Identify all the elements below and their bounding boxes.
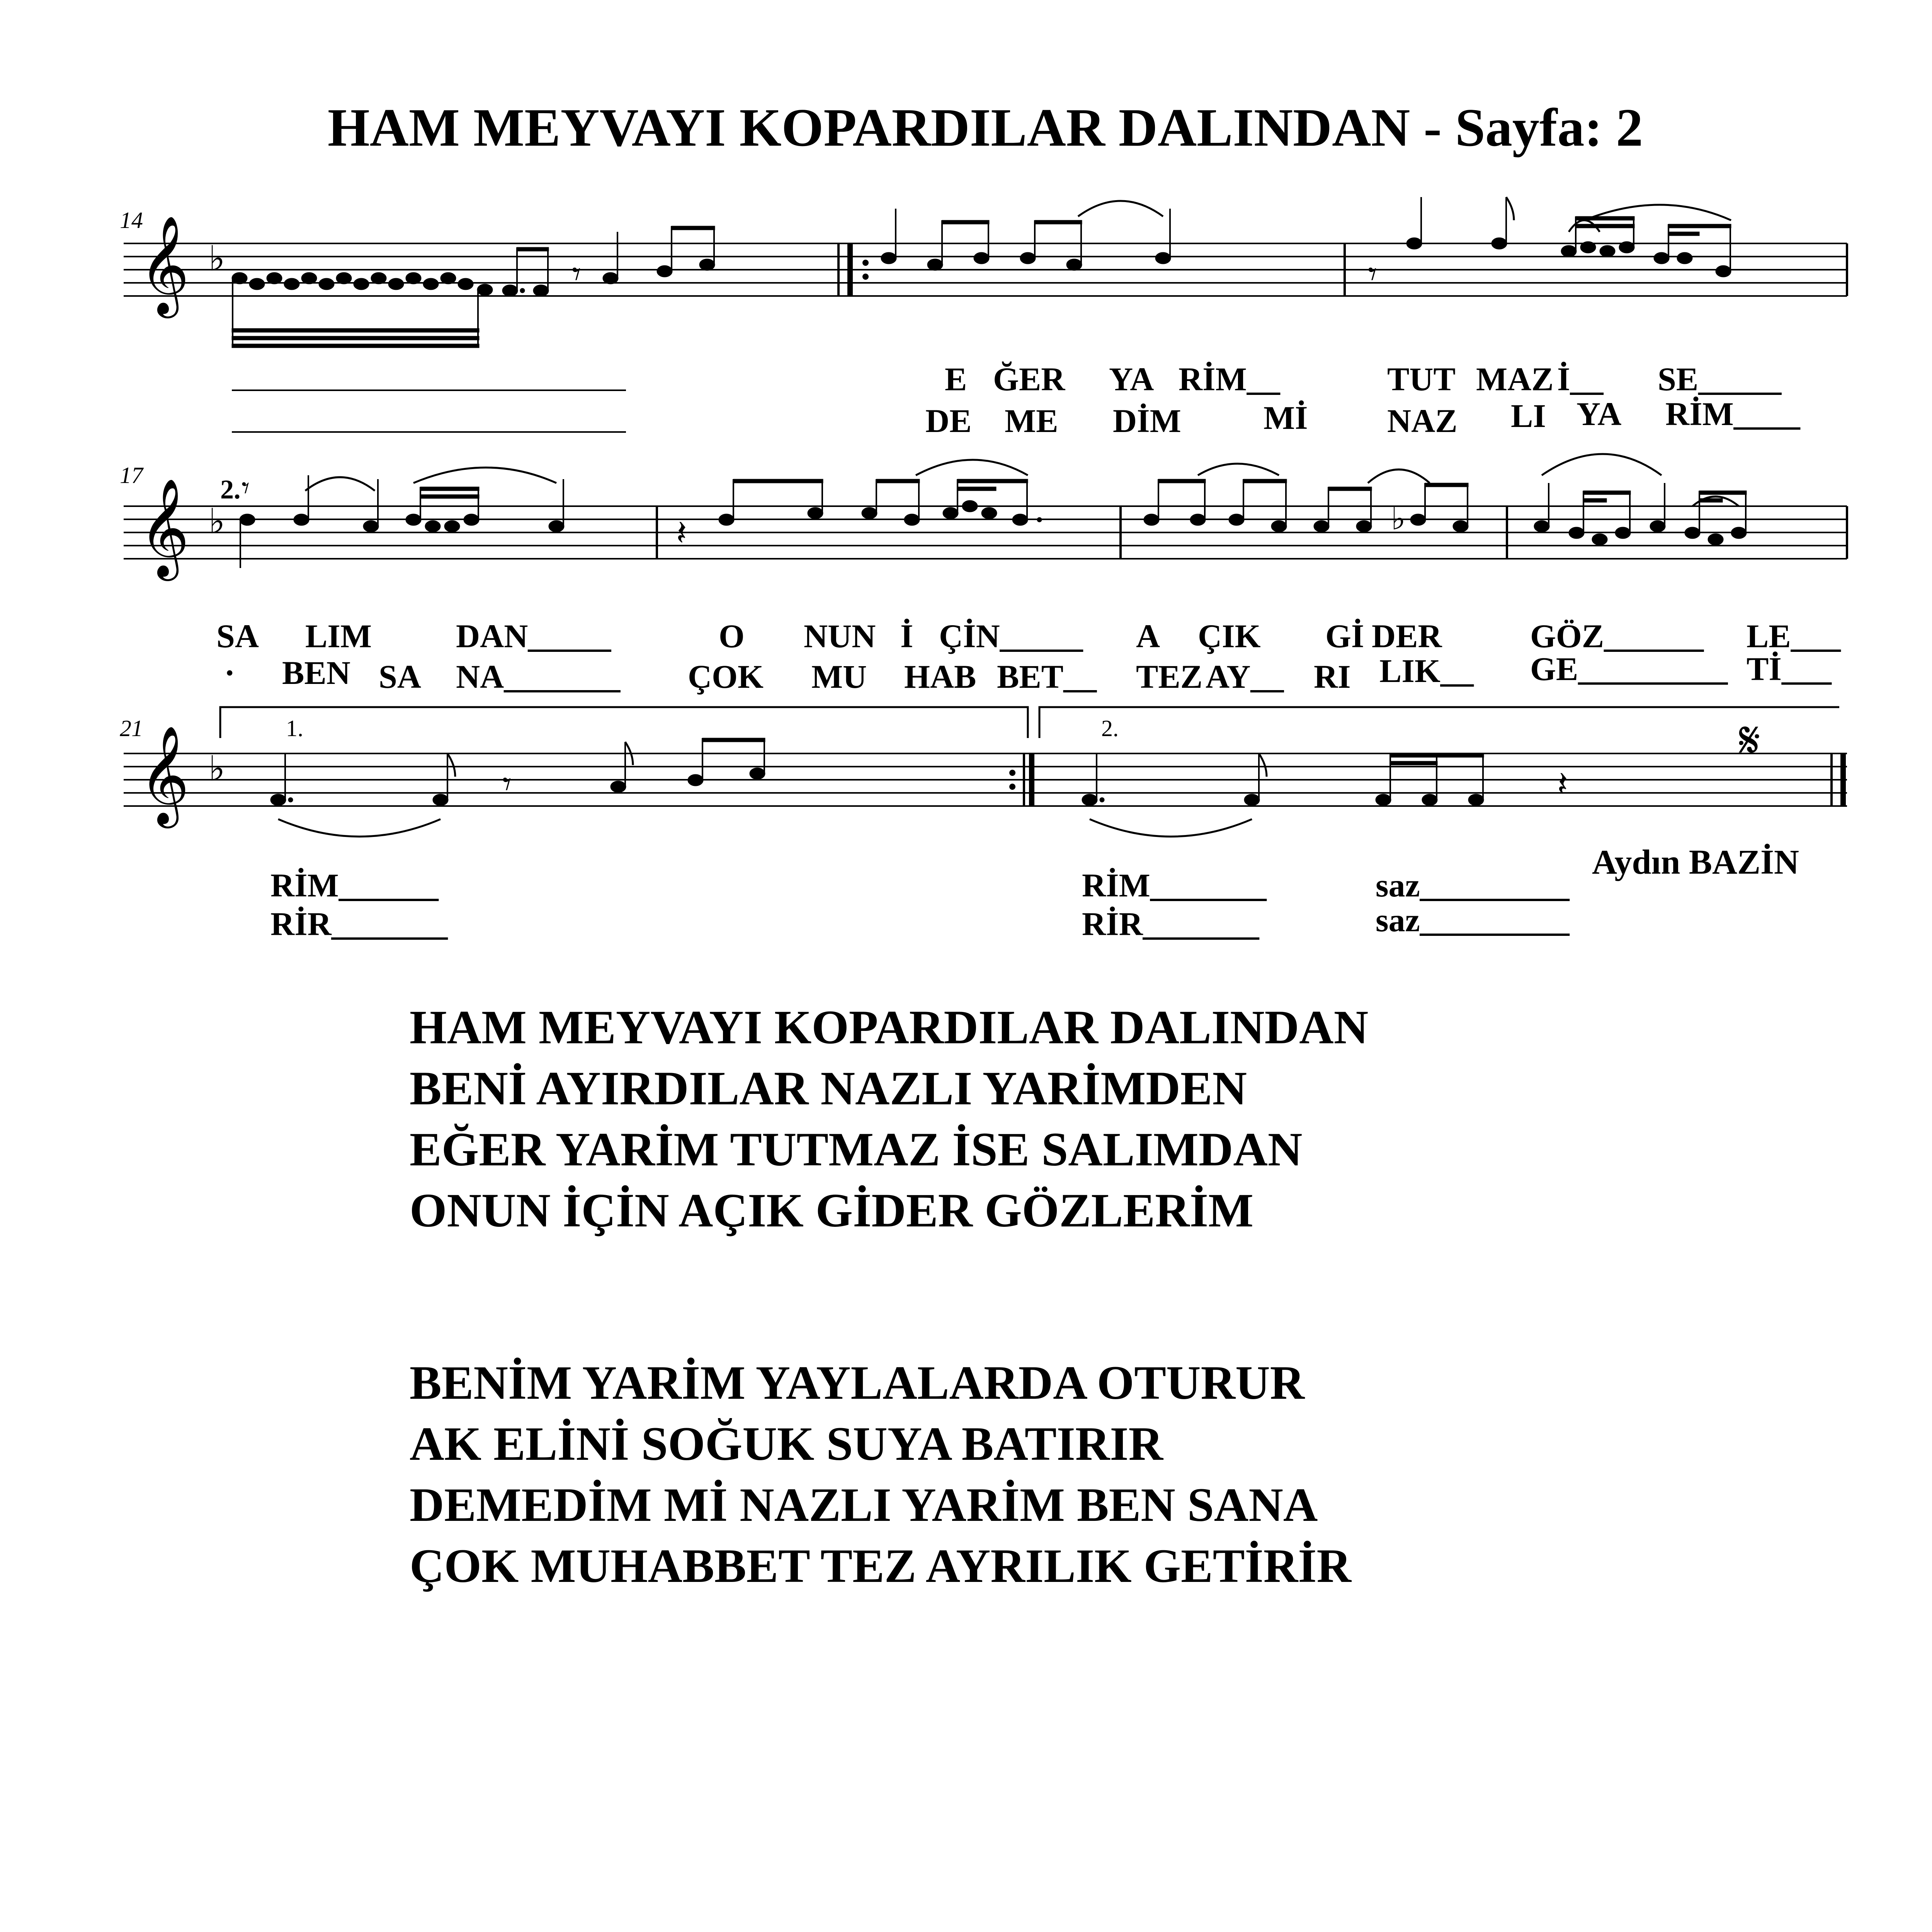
lyric-syllable: NAZ (1387, 402, 1458, 439)
lyric-syllable: saz_________ (1376, 867, 1570, 904)
volta-bracket-1 (220, 707, 1028, 738)
repeat-dot (862, 260, 869, 266)
staff-system-3 (120, 707, 1847, 942)
lyric-syllable: YA (1109, 361, 1154, 398)
verse-line: AK ELİNİ SOĞUK SUYA BATIRIR (410, 1417, 1163, 1470)
verse-line: ONUN İÇİN AÇIK GİDER GÖZLERİM (410, 1184, 1254, 1237)
lyric-syllable: MU (811, 658, 867, 695)
lyric-syllable: RI (1314, 658, 1351, 695)
treble-clef-icon: 𝄞 (139, 728, 190, 822)
svg-text:𝄾: 𝄾 (242, 471, 250, 505)
verse-line: DEMEDİM Mİ NAZLI YARİM BEN SANA (410, 1478, 1318, 1531)
flat-key-signature-icon: ♭ (209, 503, 225, 541)
repeat-dot (1009, 770, 1015, 776)
lyric-syllable: NA_______ (456, 658, 621, 695)
lyric-syllable: ME (1005, 402, 1058, 439)
staff-system-2 (120, 454, 1847, 695)
treble-clef-icon: 𝄞 (139, 218, 190, 312)
lyric-syllable: DE (925, 402, 972, 439)
lyric-syllable: O (719, 617, 745, 655)
svg-text:2.: 2. (220, 475, 241, 505)
lyric-syllable: Gİ (1325, 617, 1364, 655)
verse-line: BENİM YARİM YAYLALARDA OTURUR (410, 1356, 1305, 1409)
lyric-syllable: BET__ (997, 658, 1097, 695)
volta-bracket-2 (1039, 707, 1839, 738)
lyric-syllable: LE___ (1747, 617, 1841, 655)
lyric-syllable: E (945, 361, 967, 398)
lyric-syllable: NUN (804, 617, 876, 655)
page-title: HAM MEYVAYI KOPARDILAR DALINDAN - Sayfa: 2 (327, 98, 1643, 158)
lyric-syllable: RİR_______ (270, 905, 448, 942)
svg-text:𝄾: 𝄾 (572, 255, 581, 294)
verse-stanza-1 (410, 997, 1368, 1241)
svg-text:𝄽: 𝄽 (676, 514, 687, 553)
lyric-syllable: A (1136, 617, 1160, 655)
volta-label-1: 1. (286, 716, 303, 741)
lyric-syllable: RİR_______ (1082, 905, 1259, 942)
lyric-syllable: ÇIK (1198, 617, 1261, 655)
lyric-syllable: SA (216, 617, 259, 655)
lyric-syllable: İ__ (1557, 361, 1604, 398)
lyric-syllable: SA (379, 658, 421, 695)
composer-credit: Aydın BAZİN (1592, 843, 1799, 881)
repeat-dot (862, 274, 869, 280)
lyric-syllable: SE_____ (1658, 361, 1782, 398)
repeat-dot (1009, 784, 1015, 790)
lyric-syllable: saz_________ (1376, 901, 1570, 939)
flat-key-signature-icon: ♭ (209, 240, 225, 278)
flat-key-signature-icon: ♭ (209, 750, 225, 788)
note-group-measure-17 (220, 468, 564, 568)
lyric-syllable: İ (900, 617, 913, 655)
lyric-syllable: BEN (282, 654, 350, 691)
lyric-syllable: DER (1372, 617, 1442, 655)
note-group-measure-16 (1368, 197, 1731, 294)
note-group-measure-15 (881, 201, 1171, 270)
measure-number-21: 21 (120, 716, 143, 741)
note-group-measure-20 (1534, 454, 1747, 545)
lyric-syllable: GE_________ (1530, 650, 1728, 687)
svg-text:𝄾: 𝄾 (502, 765, 512, 804)
lyric-syllable: TEZ (1136, 658, 1203, 695)
verse-line: EĞER YARİM TUTMAZ İSE SALIMDAN (410, 1123, 1303, 1176)
verse-line: HAM MEYVAYI KOPARDILAR DALINDAN (410, 1001, 1369, 1054)
lyric-syllable: LIK__ (1379, 652, 1474, 689)
note-group-measure-14 (232, 226, 715, 348)
lyric-syllable: DAN_____ (456, 617, 611, 655)
svg-text:𝄾: 𝄾 (1368, 255, 1377, 294)
verse-line: ÇOK MUHABBET TEZ AYRILIK GETİRİR (410, 1539, 1352, 1592)
svg-text:𝄽: 𝄽 (1557, 765, 1568, 804)
segno-icon: 𝄋 (1739, 713, 1760, 769)
lyric-syllable: RİM_______ (1082, 867, 1267, 904)
lyric-syllable: RİM____ (1665, 395, 1800, 432)
measure-number-17: 17 (120, 463, 143, 488)
lyric-syllable: · (224, 654, 235, 691)
treble-clef-icon: 𝄞 (139, 481, 190, 575)
lyric-syllable: ĞER (993, 361, 1065, 398)
verse-stanza-2 (410, 1352, 1351, 1597)
lyric-syllable: DİM (1113, 402, 1181, 439)
staff-system-1 (120, 197, 1847, 439)
note-group-measure-19 (1144, 464, 1468, 536)
verse-line: BENİ AYIRDILAR NAZLI YARİMDEN (410, 1062, 1247, 1115)
measure-number-14: 14 (120, 207, 143, 233)
lyric-syllable: Tİ___ (1747, 650, 1832, 687)
lyric-syllable: MAZ (1476, 361, 1554, 398)
lyric-syllable: HAB (904, 658, 976, 695)
lyric-syllable: LI (1511, 397, 1546, 434)
lyric-syllable: ÇİN_____ (939, 617, 1083, 655)
lyric-syllable: TUT (1387, 361, 1456, 398)
lyric-syllable: RİM__ (1179, 361, 1280, 398)
lyric-syllable: RİM______ (270, 867, 439, 904)
volta-label-2: 2. (1101, 716, 1119, 741)
lyric-syllable: ÇOK (688, 658, 764, 695)
svg-text:♭: ♭ (1391, 502, 1406, 536)
lyric-syllable: LIM (305, 617, 372, 655)
lyric-syllable: GÖZ______ (1530, 617, 1704, 655)
lyric-syllable: AY__ (1206, 658, 1284, 695)
lyric-syllable: Mİ (1264, 399, 1308, 436)
lyric-syllable: YA (1577, 395, 1622, 432)
